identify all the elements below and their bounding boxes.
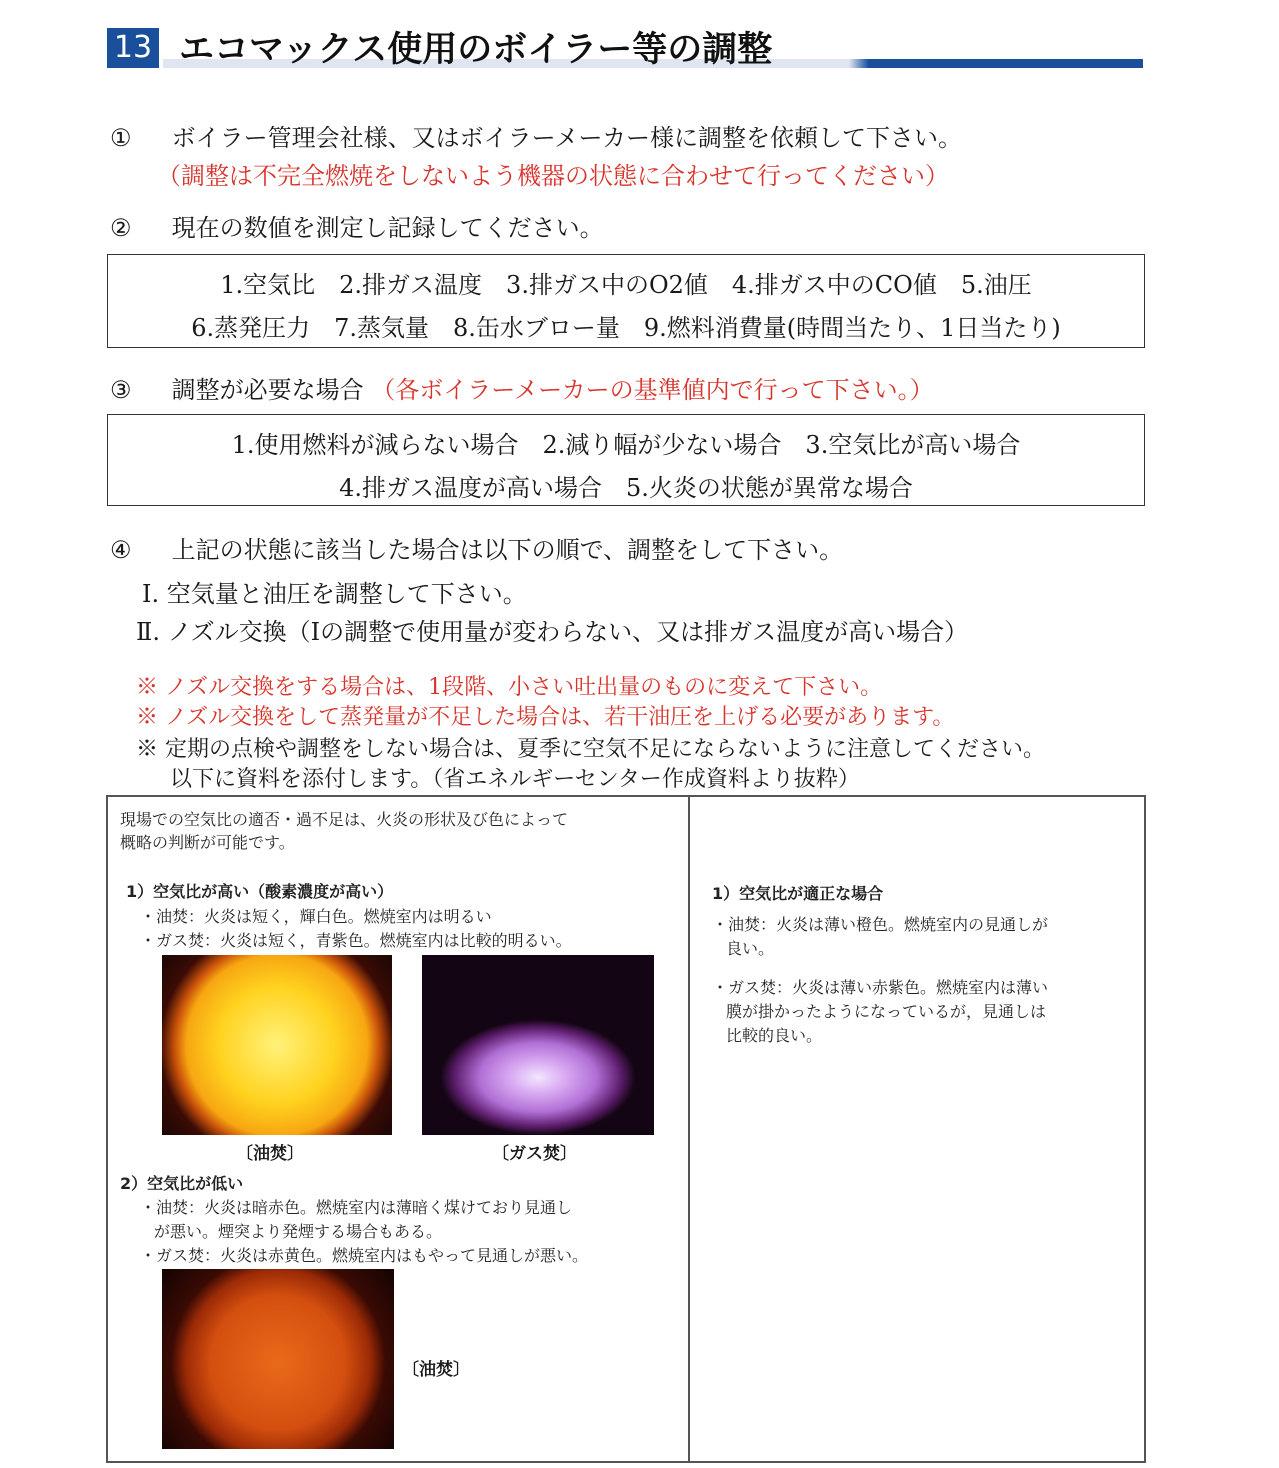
note-1: ※ ノズル交換をする場合は、1段階、小さい吐出量のものに変えて下さい。: [136, 675, 883, 700]
gas-flame-high-photo: [422, 955, 654, 1135]
high-air-gas: ・ガス焚：火炎は短く，青紫色。燃焼室内は比較的明るい。: [140, 931, 572, 950]
low-air-heading: 2）空気比が低い: [120, 1174, 244, 1193]
reference-panel: [106, 795, 1146, 1463]
note-3-continued: 以下に資料を添付します。（省エネルギーセンター作成資料より抜粋）: [170, 767, 860, 792]
proper-air-oil: ・油焚：火炎は薄い橙色。燃焼室内の見通しが: [712, 915, 1049, 934]
proper-air-heading: 1）空気比が適正な場合: [712, 884, 884, 903]
section-1: [110, 118, 962, 153]
panel-intro-2: 概略の判断が可能です。: [120, 833, 295, 852]
section-1-note: （調整は不完全燃焼をしないよう機器の状態に合わせて行ってください）: [157, 162, 949, 190]
section-4-text: 上記の状態に該当した場合は以下の順で、調整をして下さい。: [171, 536, 844, 564]
gas-photo-caption: 〔ガス焚〕: [492, 1144, 577, 1164]
measurement-line-2: 6.蒸発圧力 7.蒸気量 8.缶水ブロー量 9.燃料消費量(時間当たり、1日当たり): [191, 314, 1061, 342]
section-4: [110, 530, 843, 565]
oil-flame-low-photo: [162, 1269, 394, 1449]
section-1-text: ボイラー管理会社様、又はボイラーメーカー様に調整を依頼して下さい。: [171, 124, 962, 152]
measurement-box: [107, 254, 1145, 348]
panel-intro-1: 現場での空気比の適否・過不足は、火炎の形状及び色によって: [120, 810, 569, 829]
oil-photo-caption: 〔油焚〕: [236, 1144, 304, 1164]
marker-1: ①: [110, 124, 132, 152]
proper-air-gas-continued-1: 膜が掛かったようになっているが，見通しは: [726, 1002, 1047, 1021]
note-2: ※ ノズル交換をして蒸発量が不足した場合は、若干油圧を上げる必要があります。: [136, 705, 955, 730]
proper-air-gas-continued-2: 比較的良い。: [726, 1026, 823, 1045]
section-number: 13: [107, 28, 159, 68]
marker-3: ③: [110, 376, 132, 404]
high-air-oil: ・油焚：火炎は短く，輝白色。燃焼室内は明るい: [140, 907, 492, 926]
low-air-oil-continued: が悪い。煙突より発煙する場合もある。: [154, 1222, 443, 1241]
proper-air-oil-continued: 良い。: [726, 939, 775, 958]
section-3-text: 調整が必要な場合: [171, 376, 364, 404]
high-air-heading: 1）空気比が高い（酸素濃度が高い）: [126, 882, 394, 901]
oil-flame-high-photo: [162, 955, 392, 1135]
page-title: エコマックス使用のボイラー等の調整: [179, 30, 773, 70]
conditions-line-1: 1.使用燃料が減らない場合 2.減り幅が少ない場合 3.空気比が高い場合: [231, 431, 1021, 459]
section-3-note: （各ボイラーメーカーの基準値内で行って下さい。）: [371, 376, 934, 404]
section-2: [110, 208, 604, 243]
low-air-oil: ・油焚：火炎は暗赤色。燃焼室内は薄暗く煤けており見通し: [140, 1198, 573, 1217]
conditions-box: [107, 414, 1145, 506]
step-1: Ⅰ. 空気量と油圧を調整して下さい。: [142, 580, 527, 608]
low-air-gas: ・ガス焚：火炎は赤黄色。燃焼室内はもやって見通しが悪い。: [140, 1246, 589, 1265]
panel-divider: [688, 797, 690, 1461]
section-header: [107, 22, 1143, 68]
marker-4: ④: [110, 536, 132, 564]
step-2: Ⅱ. ノズル交換（Ⅰの調整で使用量が変わらない、又は排ガス温度が高い場合）: [136, 618, 969, 646]
section-3: [110, 370, 934, 405]
conditions-line-2: 4.排ガス温度が高い場合 5.火炎の状態が異常な場合: [339, 474, 913, 502]
marker-2: ②: [110, 214, 132, 242]
proper-air-gas: ・ガス焚：火炎は薄い赤紫色。燃焼室内は薄い: [712, 978, 1049, 997]
section-2-text: 現在の数値を測定し記録してください。: [171, 214, 604, 242]
oil-low-photo-caption: 〔油焚〕: [402, 1360, 470, 1380]
note-3: ※ 定期の点検や調整をしない場合は、夏季に空気不足にならないように注意してください。: [136, 737, 1045, 762]
measurement-line-1: 1.空気比 2.排ガス温度 3.排ガス中のO2値 4.排ガス中のCO値 5.油圧: [220, 271, 1032, 299]
